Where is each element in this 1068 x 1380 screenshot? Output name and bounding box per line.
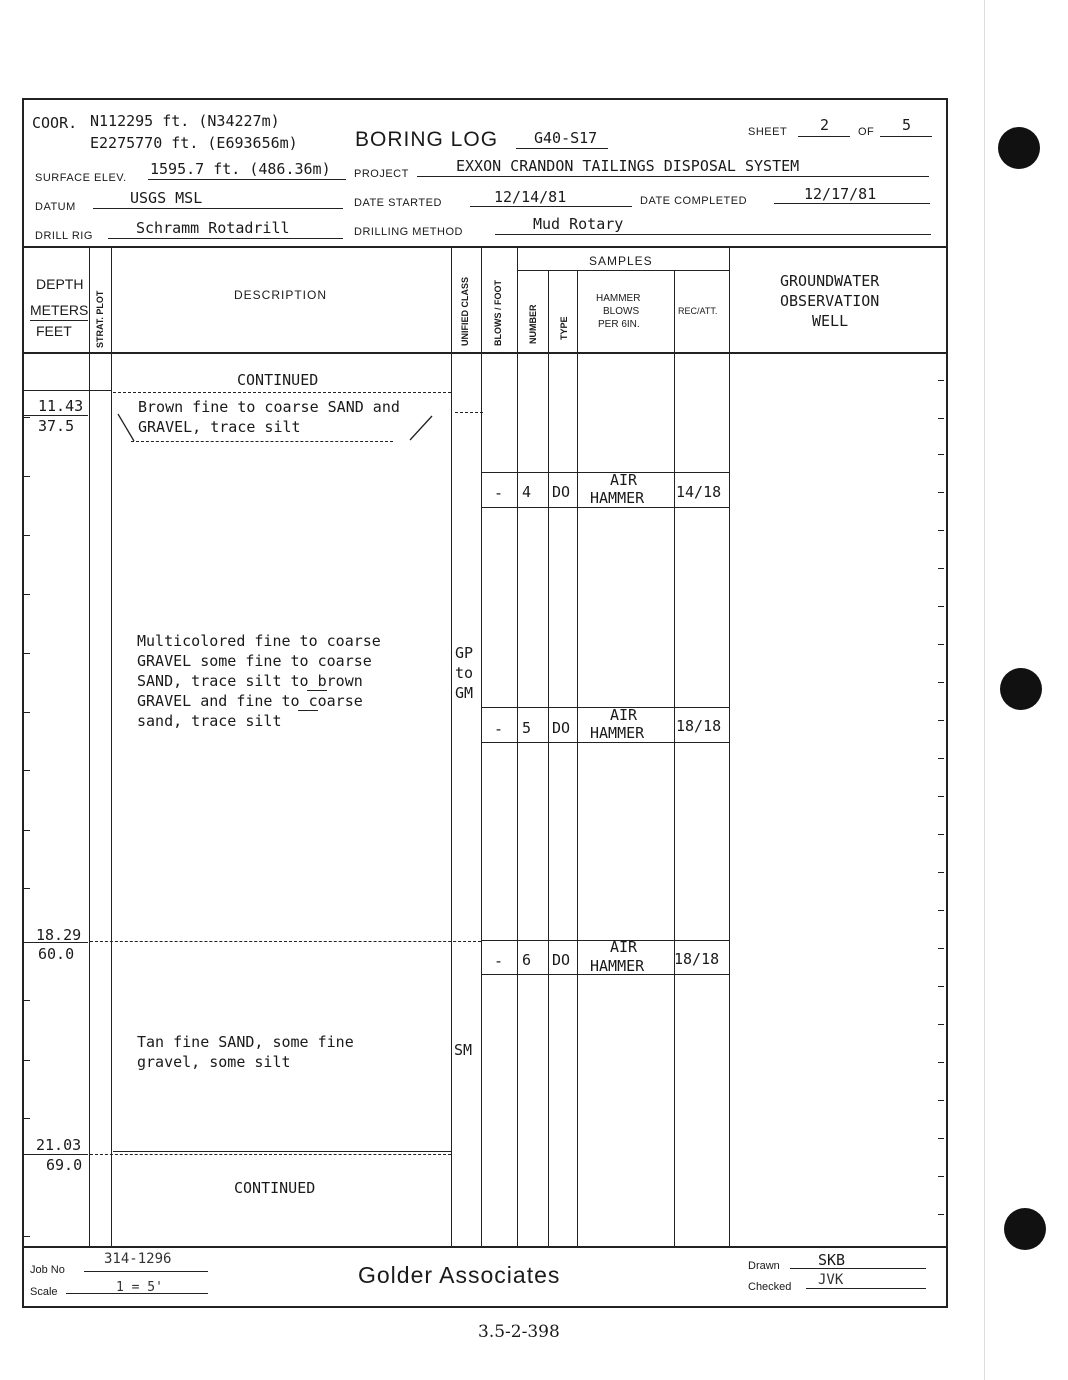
project-label: PROJECT xyxy=(354,168,409,180)
layer-3-unified-class: SM xyxy=(454,1041,473,1059)
col-depth: DEPTH xyxy=(36,276,84,292)
sample-number: 6 xyxy=(522,951,532,969)
date-started: 12/14/81 xyxy=(494,188,567,206)
job-number: 314-1296 xyxy=(104,1251,172,1267)
layer-2-description: Multicolored fine to coarse GRAVEL some fine to coarse SAND, trace silt to brown GRAVEL and fine to coarse sand, trace silt xyxy=(137,632,381,730)
sample-blows: - xyxy=(494,484,504,502)
col-hammer-2: BLOWS xyxy=(603,306,640,317)
layer-1-boundary xyxy=(110,408,450,448)
sheet-number: 2 xyxy=(820,116,830,134)
col-hammer-3: PER 6IN. xyxy=(598,319,640,330)
log-title: BORING LOG xyxy=(355,128,499,151)
boring-id: G40-S17 xyxy=(534,129,598,147)
sheet-total: 5 xyxy=(902,116,912,134)
col-unified-class: UNIFIED CLASS xyxy=(460,276,470,346)
col-hammer-1: HAMMER xyxy=(596,293,641,304)
layer-2-unified-class: GP to GM xyxy=(455,644,474,702)
page-edge xyxy=(984,0,985,1380)
scale-label: Scale xyxy=(30,1286,58,1298)
depth-meters: 21.03 xyxy=(36,1136,82,1154)
col-number: NUMBER xyxy=(528,304,538,344)
punch-hole-top xyxy=(998,127,1040,169)
punch-hole-middle xyxy=(1000,668,1042,710)
datum-label: DATUM xyxy=(35,201,76,213)
date-completed: 12/17/81 xyxy=(804,185,877,203)
sample-hammer-1: AIR xyxy=(610,938,638,952)
sample-type: DO xyxy=(552,951,571,969)
sample-blows: - xyxy=(494,952,504,970)
datum-value: USGS MSL xyxy=(130,189,203,207)
coor-label: COOR. xyxy=(32,114,78,132)
col-description: DESCRIPTION xyxy=(234,288,328,302)
drawn-by: SKB xyxy=(818,1251,846,1269)
checked-by: JVK xyxy=(818,1272,844,1288)
punch-hole-bottom xyxy=(1004,1208,1046,1250)
col-type: TYPE xyxy=(559,316,569,340)
depth-feet: 60.0 xyxy=(38,945,75,963)
sample-number: 4 xyxy=(522,483,532,501)
col-groundwater-2: OBSERVATION xyxy=(780,292,880,310)
sample-hammer-1: AIR xyxy=(610,471,638,489)
drilling-method: Mud Rotary xyxy=(533,215,624,233)
continued-bottom: CONTINUED xyxy=(234,1179,316,1197)
drilling-method-label: DRILLING METHOD xyxy=(354,226,463,238)
sample-type: DO xyxy=(552,719,571,737)
page-number: 3.5-2-398 xyxy=(478,1322,560,1342)
surface-elev: 1595.7 ft. (486.36m) xyxy=(150,160,331,178)
depth-feet: 37.5 xyxy=(38,417,75,435)
depth-feet: 69.0 xyxy=(46,1156,83,1174)
sample-hammer-2: HAMMER xyxy=(590,957,645,973)
checked-label: Checked xyxy=(748,1281,792,1293)
date-started-label: DATE STARTED xyxy=(354,197,442,209)
col-samples: SAMPLES xyxy=(589,254,653,268)
col-blows-foot: BLOWS / FOOT xyxy=(493,280,503,346)
layer-3-description: Tan fine SAND, some fine gravel, some silt xyxy=(137,1033,354,1071)
depth-meters: 18.29 xyxy=(36,926,82,944)
depth-meters: 11.43 xyxy=(38,397,84,415)
job-label: Job No xyxy=(30,1264,65,1276)
col-groundwater-1: GROUNDWATER xyxy=(780,272,880,290)
date-completed-label: DATE COMPLETED xyxy=(640,195,748,207)
col-feet: FEET xyxy=(36,323,72,339)
col-rec-att: REC/ATT. xyxy=(678,306,718,316)
sample-rec: 18/18 xyxy=(674,950,720,968)
col-strat-plot: STRAT. PLOT xyxy=(95,290,105,348)
col-groundwater-3: WELL xyxy=(812,312,849,330)
company-name: Golder Associates xyxy=(358,1262,561,1288)
scale-value: 1 = 5' xyxy=(116,1280,163,1295)
sample-hammer-2: HAMMER xyxy=(590,724,645,740)
sheet-label: SHEET xyxy=(748,126,788,138)
sample-hammer-1: AIR xyxy=(610,706,638,724)
layer-1-description: Brown fine to coarse SAND and GRAVEL, trace silt xyxy=(138,398,400,436)
continued-top: CONTINUED xyxy=(237,371,319,389)
sample-number: 5 xyxy=(522,719,532,737)
drawn-label: Drawn xyxy=(748,1260,780,1272)
sample-type: DO xyxy=(552,483,571,501)
sample-hammer-2: HAMMER xyxy=(590,489,645,505)
col-meters: METERS xyxy=(30,302,89,318)
project-name: EXXON CRANDON TAILINGS DISPOSAL SYSTEM xyxy=(456,157,800,175)
coor-north: N112295 ft. (N34227m) xyxy=(90,112,280,130)
drill-rig: Schramm Rotadrill xyxy=(136,219,290,237)
surface-elev-label: SURFACE ELEV. xyxy=(35,172,127,184)
sample-rec: 14/18 xyxy=(676,483,722,501)
sample-rec: 18/18 xyxy=(676,717,722,735)
coor-east: E2275770 ft. (E693656m) xyxy=(90,134,298,152)
sample-blows: - xyxy=(494,720,504,738)
drill-rig-label: DRILL RIG xyxy=(35,230,93,242)
of-label: OF xyxy=(858,126,875,138)
